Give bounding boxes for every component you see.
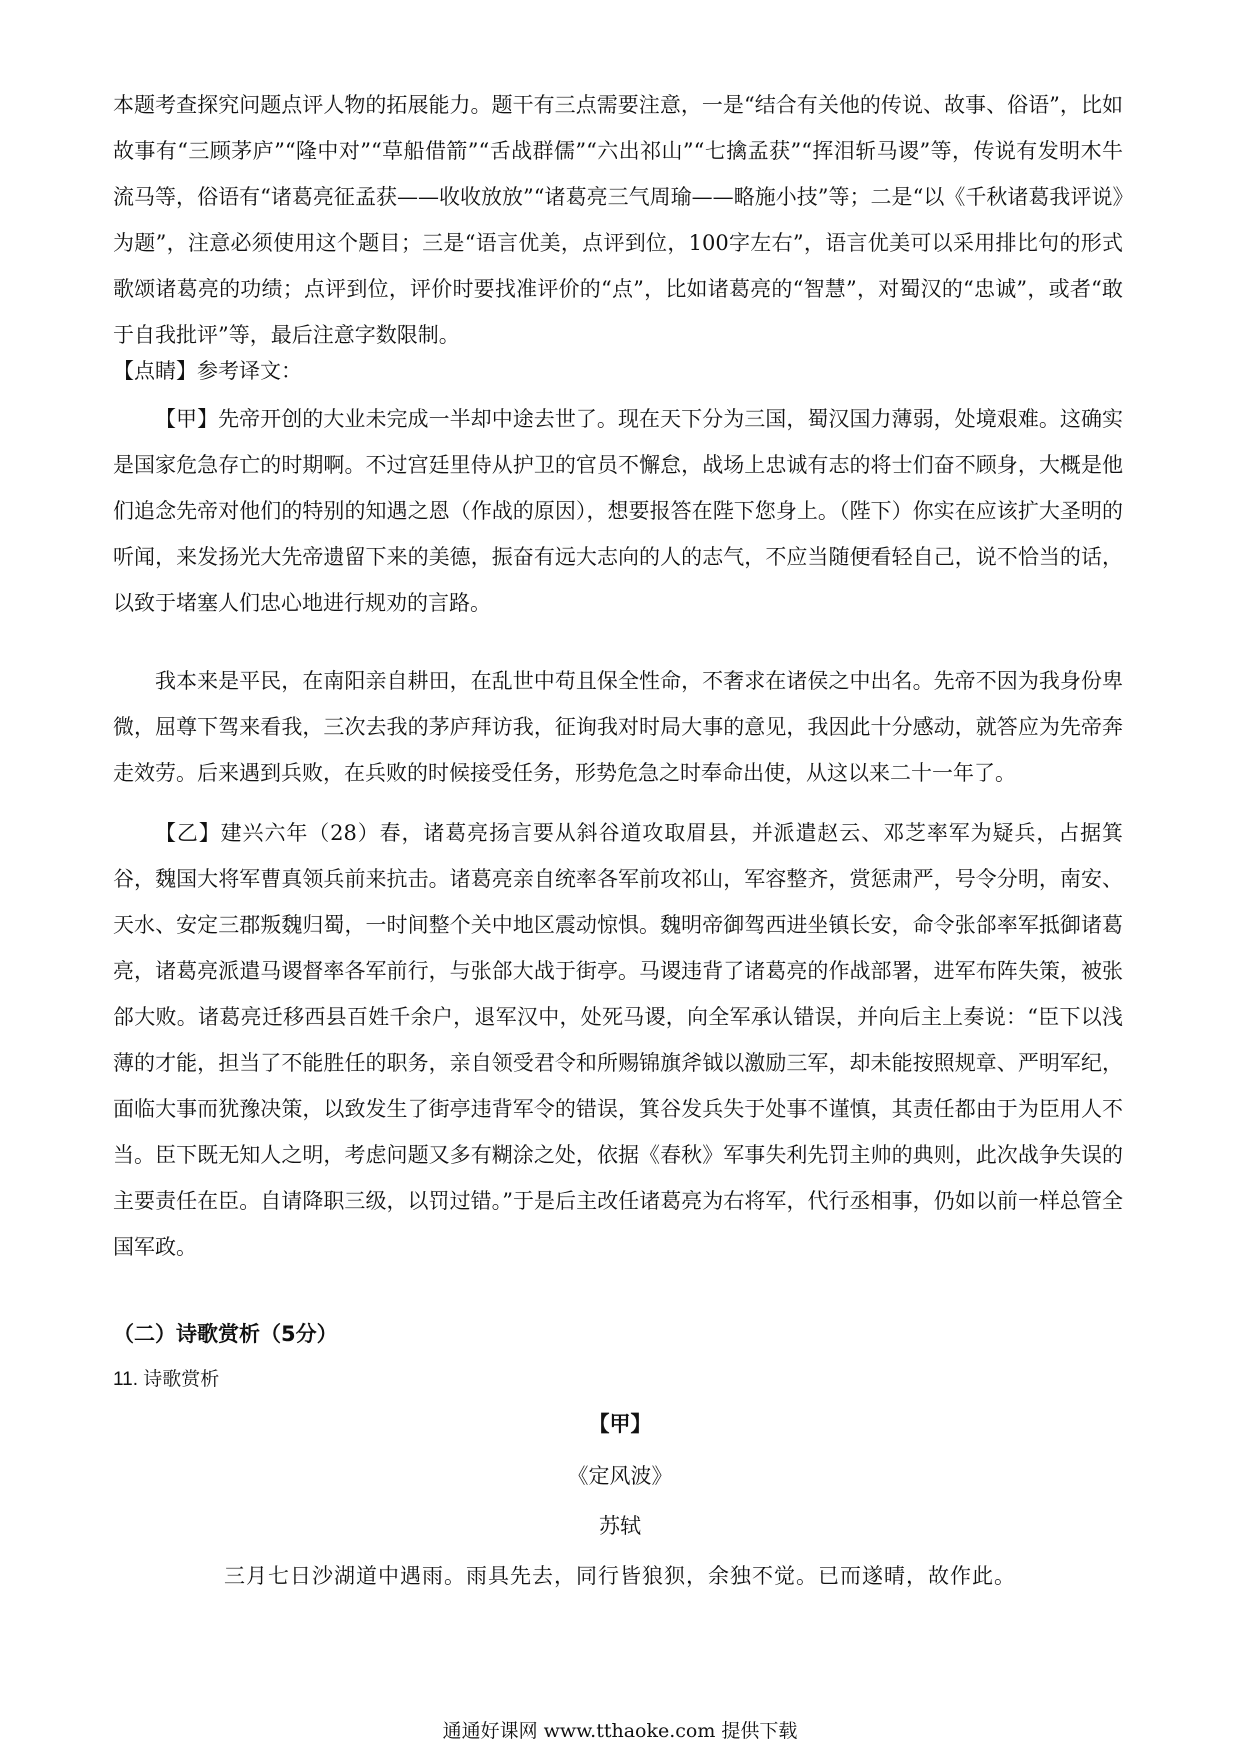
poem-title: 《定风波》: [567, 1464, 673, 1488]
poem-author: 苏轼: [599, 1514, 641, 1538]
poem-preface: 三月七日沙湖道中遇雨。雨具先去，同行皆狼狈，余独不觉。已而遂晴，故作此。: [224, 1564, 1016, 1588]
translation-jia-paragraph-1: 【甲】先帝开创的大业未完成一半却中途去世了。现在天下分为三国，蜀汉国力薄弱，处境艰难。这确实是国家危急存亡的时期啊。不过宫廷里侍从护卫的官员不懈怠，战场上忠诚有志的将士们奋不顾身，大概是他们追念先帝对他们的特别的知遇之恩（作战的原因），想要报答在陛下您身上。（陛下）你实在应该扩大圣明的听闻，来发扬光大先帝遗留下来的美德，振奋有远大志向的人的志气，不应当随便看轻自己，说不恰当的话，以致于堵塞人们忠心地进行规劝的言路。: [113, 407, 1123, 615]
dianjing-label: 【点睛】参考译文：: [113, 359, 302, 383]
translation-yi-paragraph: 【乙】建兴六年（28）春，诸葛亮扬言要从斜谷道攻取眉县，并派遣赵云、邓芝率军为疑兵，占据箕谷，魏国大将军曹真领兵前来抗击。诸葛亮亲自统率各军前攻祁山，军容整齐，赏惩肃严，号令分明，南安、天水、安定三郡叛魏归蜀，一时间整个关中地区震动惊惧。魏明帝御驾西进坐镇长安，命令张郃率军抵御诸葛亮，诸葛亮派遣马谡督率各军前行，与张郃大战于街亭。马谡违背了诸葛亮的作战部署，进军布阵失策，被张郃大败。诸葛亮迁移西县百姓千余户，退军汉中，处死马谡，向全军承认错误，并向后主上奏说：“臣下以浅薄的才能，担当了不能胜任的职务，亲自领受君令和所赐锦旗斧钺以激励三军，却未能按照规章、严明军纪，面临大事而犹豫决策，以致发生了街亭违背军令的错误，箕谷发兵失于处事不谨慎，其责任都由于为臣用人不当。臣下既无知人之明，考虑问题又多有糊涂之处，依据《春秋》军事失利先罚主帅的典则，此次战争失误的主要责任在臣。自请降职三级，以罚过错。”于是后主改任诸葛亮为右将军，代行丞相事，仍如以前一样总管全国军政。: [113, 821, 1123, 1259]
translation-jia-paragraph-2: 我本来是平民，在南阳亲自耕田，在乱世中苟且保全性命，不奢求在诸侯之中出名。先帝不因为我身份卑微，屈尊下驾来看我，三次去我的茅庐拜访我，征询我对时局大事的意见，我因此十分感动，就答应为先帝奔走效劳。后来遇到兵败，在兵败的时候接受任务，形势危急之时奉命出使，从这以来二十一年了。: [113, 669, 1123, 785]
analysis-paragraph: 本题考查探究问题点评人物的拓展能力。题干有三点需要注意，一是“结合有关他的传说、故事、俗语”，比如故事有“三顾茅庐”“隆中对”“草船借箭”“舌战群儒”“六出祁山”“七擒孟获”“挥泪斩马谡”等，传说有发明木牛流马等，俗语有“诸葛亮征孟获——收收放放”“诸葛亮三气周瑜——略施小技”等；二是“以《千秋诸葛我评说》为题”，注意必须使用这个题目；三是“语言优美，点评到位，100字左右”，语言优美可以采用排比句的形式歌颂诸葛亮的功绩；点评到位，评价时要找准评价的“点”，比如诸葛亮的“智慧”，对蜀汉的“忠诚”，或者“敢于自我批评”等，最后注意字数限制。: [113, 93, 1123, 347]
footer-watermark: 通通好课网 www.tthaoke.com 提供下载: [442, 1720, 798, 1742]
question-number: 11. 诗歌赏析: [113, 1369, 220, 1390]
section-title: （二）诗歌赏析（5分）: [113, 1322, 338, 1346]
poem-bracket-label: 【甲】: [588, 1411, 652, 1436]
